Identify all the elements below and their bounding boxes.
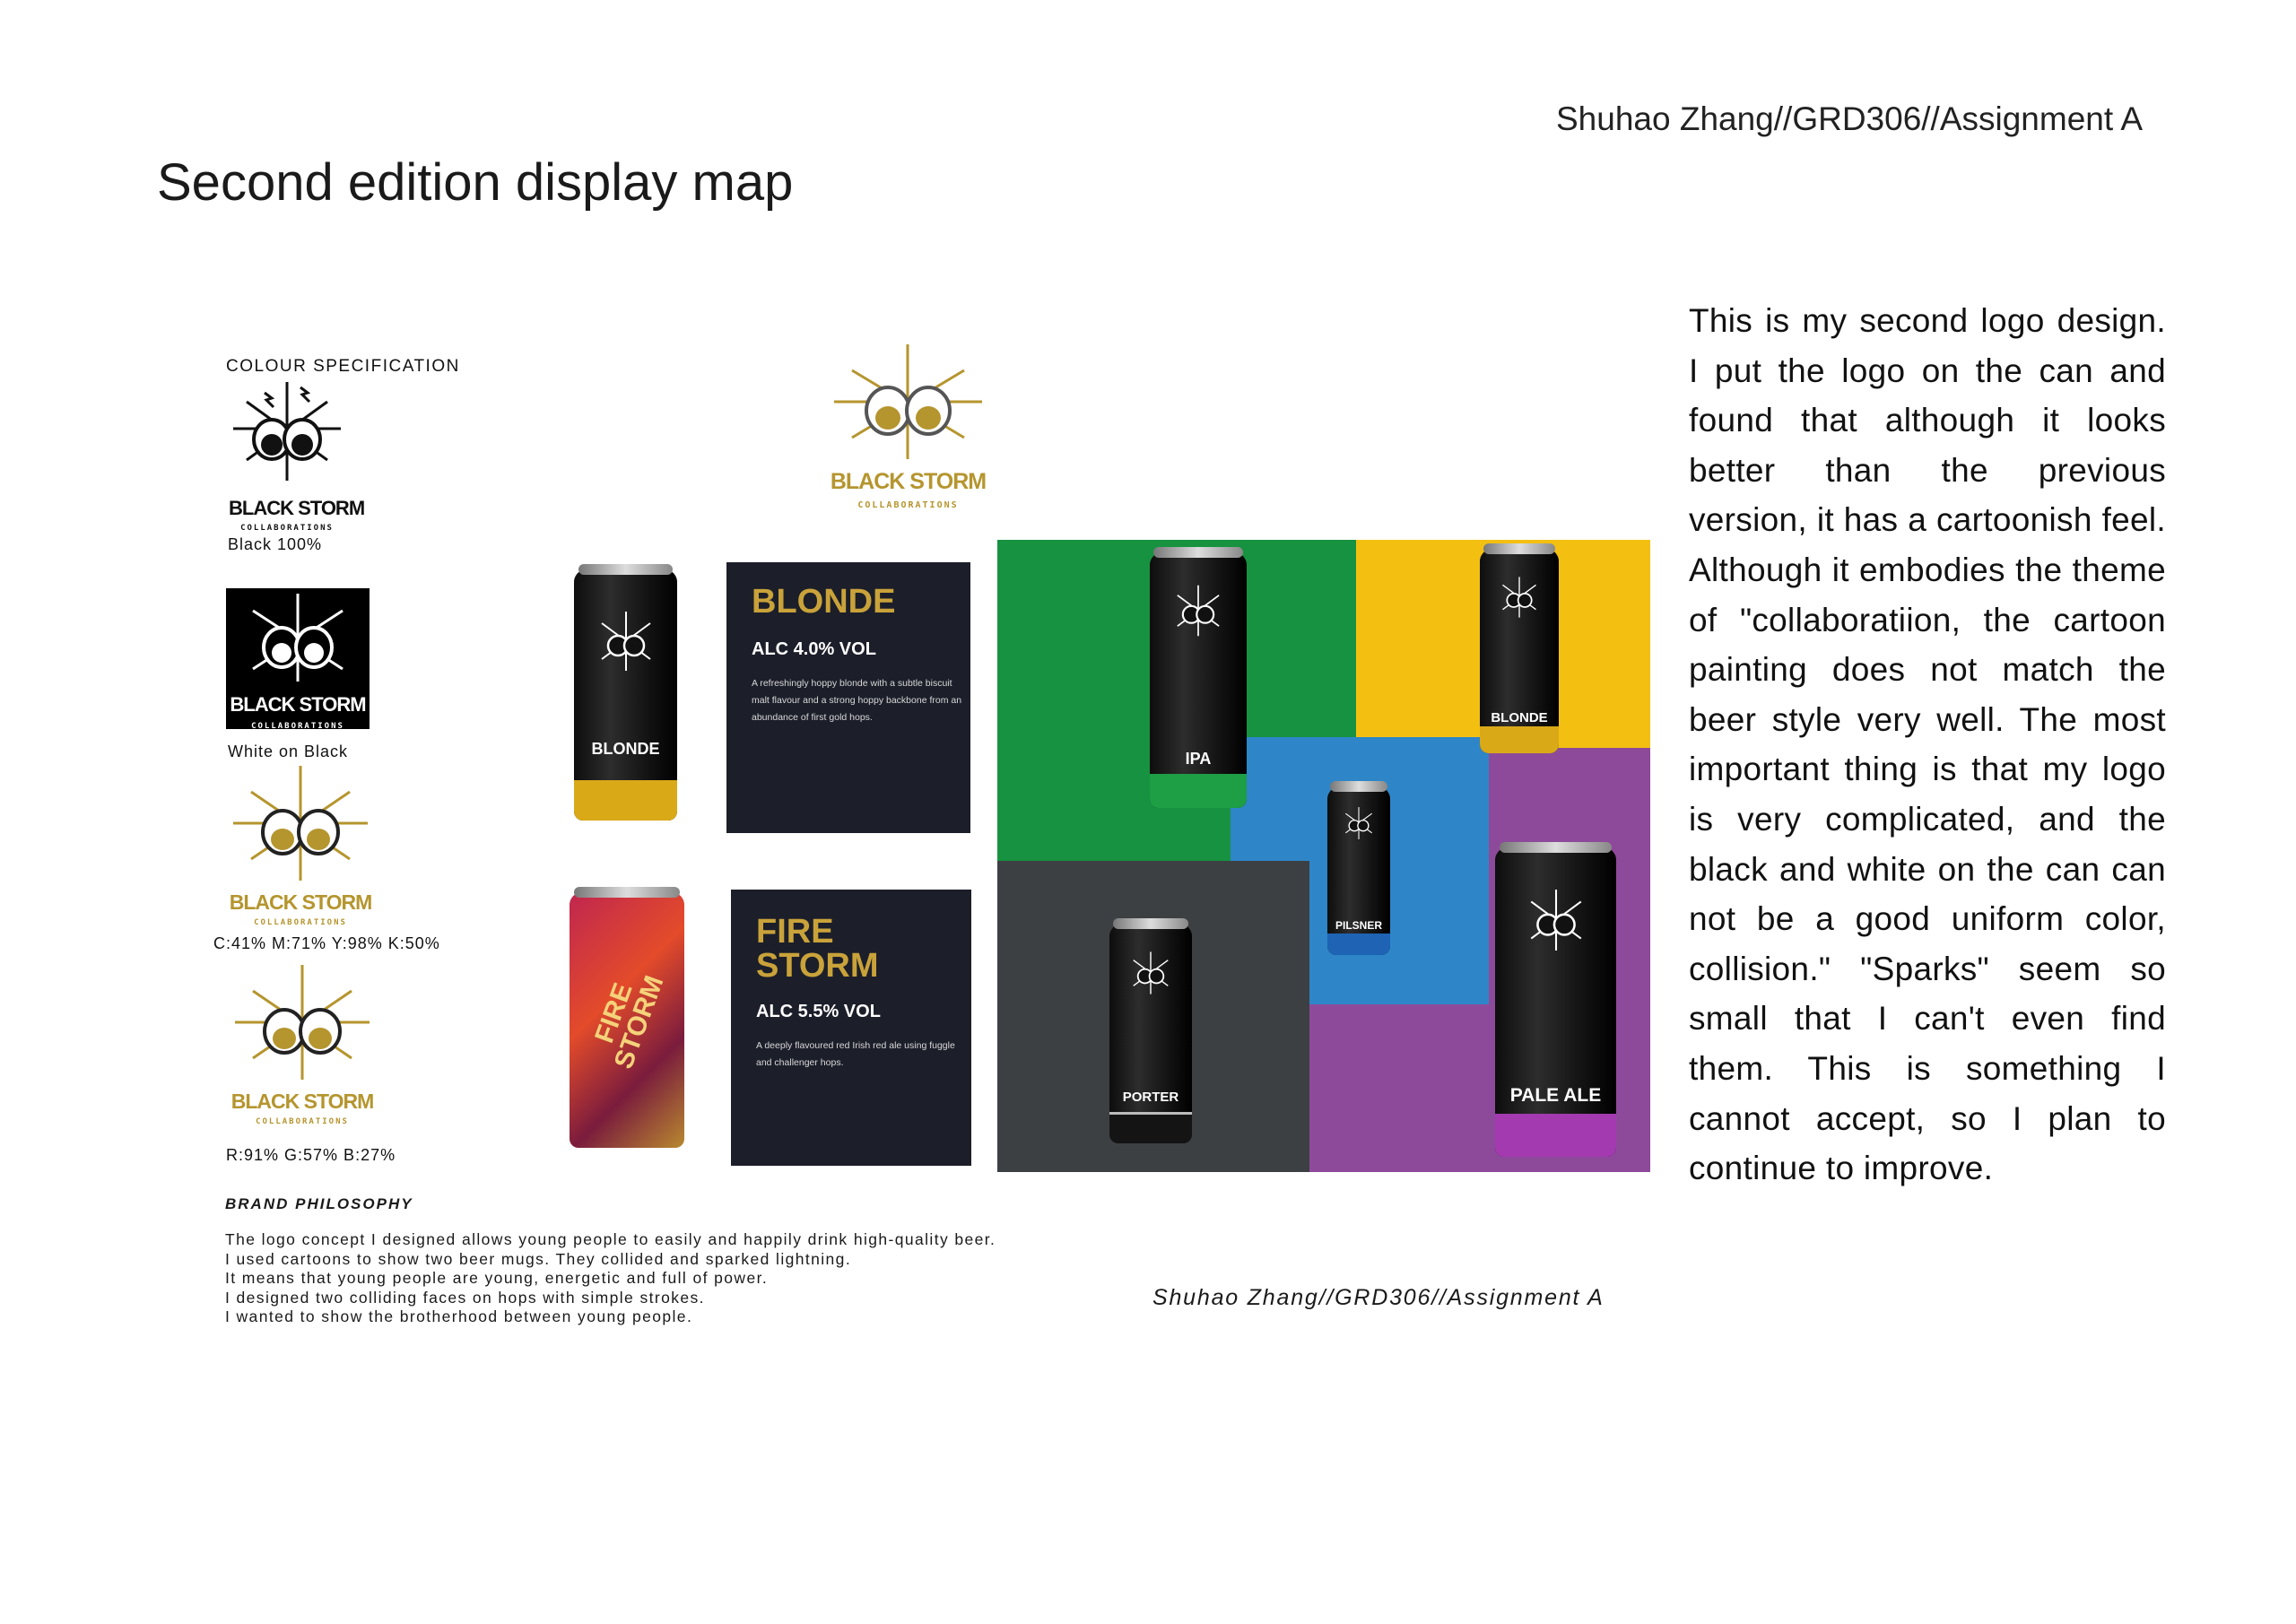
mugs-logo-icon	[229, 760, 372, 886]
can-collage	[997, 540, 1650, 1172]
mugs-logo-icon	[229, 375, 345, 487]
footer-credit: Shuhao Zhang//GRD306//Assignment A	[1152, 1285, 1605, 1310]
blonde-description: A refreshingly hoppy blonde with a subtle biscuit malt flavour and a strong hoppy backbone from an abundance of first gold hops.	[752, 678, 962, 723]
can-pilsner	[1327, 786, 1390, 955]
can-label: PORTER	[1122, 1090, 1179, 1105]
blonde-card	[726, 562, 970, 833]
white-on-black-label: White on Black	[228, 743, 349, 760]
can-blonde	[1480, 549, 1559, 753]
logo-black	[229, 375, 365, 533]
philosophy-line: I used cartoons to show two beer mugs. They collided and sparked lightning.	[225, 1249, 852, 1268]
blonde-abv: ALC 4.0% VOL	[752, 639, 876, 659]
black-100-label: Black 100%	[228, 535, 323, 553]
can-logo-icon	[1342, 806, 1376, 840]
can-porter	[1109, 924, 1192, 1143]
brand-philosophy-title: BRAND PHILOSOPHY	[225, 1195, 413, 1212]
blonde-title: BLONDE	[752, 583, 896, 621]
can-label: PILSNER	[1335, 919, 1382, 932]
can-logo-icon	[1128, 951, 1173, 995]
mugs-logo-icon	[230, 960, 374, 1085]
logo-sub: COLLABORATIONS	[256, 1117, 349, 1126]
can-label: FIRE STORM	[589, 971, 670, 1073]
can-ipa	[1150, 552, 1247, 808]
logo-gold-rgb	[230, 960, 374, 1130]
brand-philosophy-body	[225, 1230, 996, 1327]
can-logo-icon	[574, 610, 677, 677]
can-logo-icon	[1524, 888, 1588, 952]
logo-name: BLACK STORM	[230, 693, 366, 716]
colour-spec-heading: COLOUR SPECIFICATION	[226, 357, 460, 376]
philosophy-line: It means that young people are young, energetic and full of power.	[225, 1269, 769, 1287]
philosophy-line: I wanted to show the brotherhood between young people.	[225, 1307, 693, 1325]
can-fire-storm	[570, 892, 684, 1148]
can-label: BLONDE	[1491, 710, 1548, 725]
logo-white-on-black	[226, 588, 370, 729]
can-label: IPA	[1185, 750, 1212, 768]
rgb-label: R:91% G:57% B:27%	[226, 1146, 396, 1164]
design-description: This is my second logo design. I put the logo on the can and found that although it looks better than the previous version, it has a cartoonish feel. Although it embodies the theme of "collaboratiion, the cartoon painting does not match the beer style very well. The most important thing is that my logo is very complicated, and the black and white on the can can not be a good uniform color, collision." "Sparks" seem so small that I can't even find them. This is something I cannot accept, so I plan to continue to improve.	[1689, 302, 2166, 1187]
fire-storm-abv: ALC 5.5% VOL	[756, 1002, 881, 1021]
mugs-logo-icon	[226, 588, 370, 687]
logo-name: BLACK STORM	[229, 890, 372, 914]
fire-storm-card	[731, 890, 971, 1166]
cmyk-label: C:41% M:71% Y:98% K:50%	[213, 934, 440, 952]
fire-storm-title-line1: FIRE	[756, 913, 834, 951]
can-label: BLONDE	[591, 740, 660, 758]
logo-gold-cmyk	[229, 760, 372, 931]
collage-purple-block-bottom	[1309, 1004, 1498, 1172]
logo-sub: COLLABORATIONS	[240, 524, 334, 533]
can-label: PALE ALE	[1509, 1085, 1602, 1106]
philosophy-line: The logo concept I designed allows young people to easily and happily drink high-quality beer.	[225, 1230, 996, 1248]
logo-sub: COLLABORATIONS	[254, 918, 347, 927]
logo-sub: COLLABORATIONS	[857, 500, 959, 510]
logo-sub: COLLABORATIONS	[251, 722, 344, 731]
can-logo-icon	[1171, 584, 1225, 638]
can-pale-ale	[1495, 847, 1616, 1157]
header-credit: Shuhao Zhang//GRD306//Assignment A	[1556, 100, 2144, 137]
fire-storm-description: A deeply flavoured red Irish red ale using fuggle and challenger hops.	[756, 1040, 955, 1068]
can-blonde-single	[574, 569, 677, 821]
mugs-logo-icon	[830, 339, 987, 465]
logo-name: BLACK STORM	[830, 469, 987, 494]
logo-gold-large	[830, 339, 987, 514]
logo-name: BLACK STORM	[229, 497, 365, 519]
fire-storm-title-line2: STORM	[756, 947, 879, 985]
philosophy-line: I designed two colliding faces on hops with simple strokes.	[225, 1288, 705, 1307]
can-logo-icon	[1498, 576, 1541, 619]
page-title: Second edition display map	[157, 153, 794, 212]
logo-name: BLACK STORM	[230, 1090, 374, 1113]
